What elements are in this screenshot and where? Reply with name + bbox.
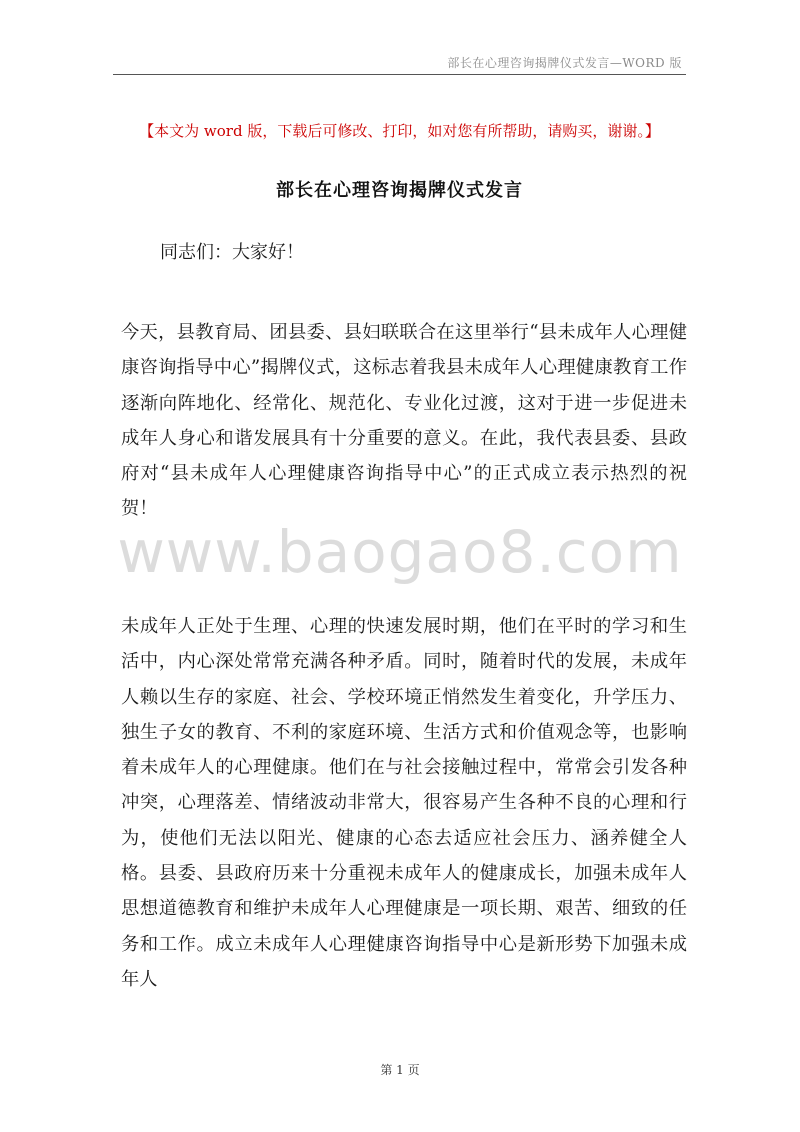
greeting: 同志们：大家好！ bbox=[160, 242, 304, 263]
page-number: 第 1 页 bbox=[380, 1063, 420, 1077]
paragraph-2: 未成年人正处于生理、心理的快速发展时期，他们在平时的学习和生活中，内心深处常常充满各种矛盾。同时，随着时代的发展，未成年人赖以生存的家庭、社会、学校环境正悄然发生着变化，升学压力、独生子女的教育、不利的家庭环境、生活方式和价值观念等，也影响着未成年人的心理健康。他们在与社会接触过程中，常常会引发各种冲突，心理落差、情绪波动非常大，很容易产生各种不良的心理和行为，使他们无法以阳光、健康的心态去适应社会压力、涵养健全人格。县委、县政府历来十分重视未成年人的健康成长，加强未成年人思想道德教育和维护未成年人心理健康是一项长期、艰苦、细致的任务和工作。成立未成年人心理健康咨询指导中心是新形势下加强未成年人 bbox=[121, 616, 687, 990]
header-divider bbox=[113, 74, 686, 75]
purchase-notice: 【本文为 word 版，下载后可修改、打印，如对您有所帮助，请购买，谢谢。】 bbox=[139, 122, 660, 140]
running-header: 部长在心理咨询揭牌仪式发言—WORD 版 bbox=[447, 56, 682, 70]
paragraph-1: 今天，县教育局、团县委、县妇联联合在这里举行“县未成年人心理健康咨询指导中心”揭牌仪式，这标志着我县未成年人心理健康教育工作逐渐向阵地化、经常化、规范化、专业化过渡，这对于进一步促进未成年人身心和谐发展具有十分重要的意义。在此，我代表县委、县政府对“县未成年人心理健康咨询指导中心”的正式成立表示热烈的祝贺！ bbox=[121, 322, 687, 520]
watermark: www.baogao8.com bbox=[117, 518, 683, 586]
document-title: 部长在心理咨询揭牌仪式发言 bbox=[276, 180, 523, 201]
